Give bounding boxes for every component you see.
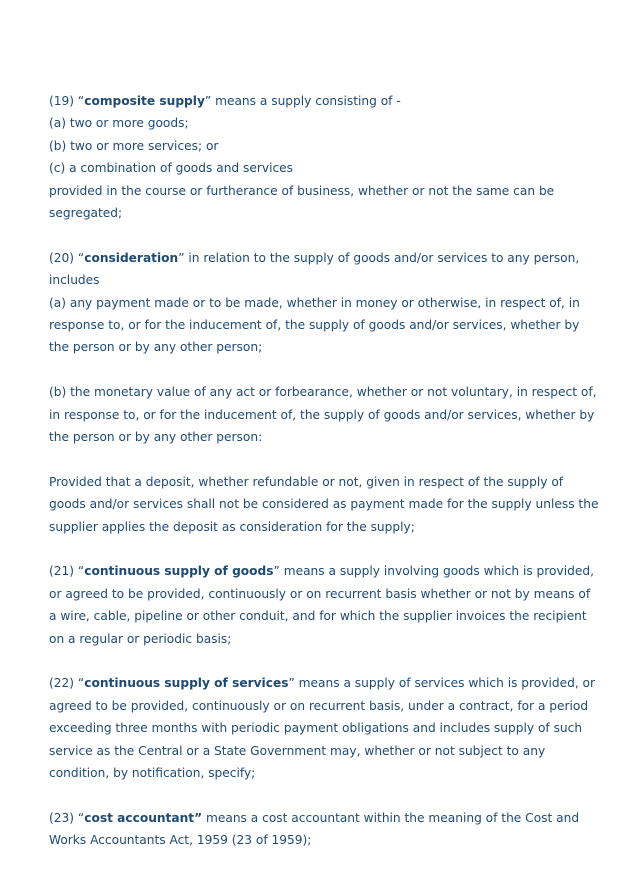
text-line: on a regular or periodic basis;	[49, 631, 232, 646]
open-quote: “	[77, 250, 85, 265]
text-line: provided in the course or furtherance of business, whether or not the same can be	[49, 183, 555, 198]
open-quote: “	[77, 564, 85, 579]
definition-text: means a cost accountant within the meaning of the Cost and	[202, 810, 580, 825]
definition-number: (22)	[49, 676, 78, 691]
defined-term: continuous supply of goods	[84, 564, 274, 579]
definition-21-heading	[49, 560, 597, 582]
definition-23	[49, 807, 597, 852]
clause-c: (c) a combination of goods and services	[49, 161, 294, 176]
text-line: Provided that a deposit, whether refundable or not, given in respect of the supply of	[49, 474, 564, 489]
text-line: agreed to be provided, continuously or on recurrent basis, under a contract, for a period	[49, 698, 589, 713]
text-line: includes	[49, 273, 100, 288]
defined-term: composite supply	[84, 94, 205, 108]
definition-text: ” means a supply involving goods which is provided,	[273, 564, 594, 579]
definition-20	[49, 247, 597, 359]
document-page	[49, 90, 597, 874]
open-quote: “	[77, 676, 85, 691]
text-line: segregated;	[49, 206, 123, 221]
text-line: goods and/or services shall not be considered as payment made for the supply unless the	[49, 497, 599, 512]
definition-number: (20)	[49, 250, 78, 265]
definition-number: (19)	[49, 94, 78, 108]
definition-19-heading	[49, 90, 597, 112]
text-line: response to, or for the inducement of, the supply of goods and/or services, whether by	[49, 318, 580, 333]
definition-number: (21)	[49, 564, 78, 579]
definition-22-heading	[49, 672, 597, 694]
text-line: the person or by any other person;	[49, 340, 263, 355]
clause-b: (b) two or more services; or	[49, 138, 219, 153]
definition-number: (23)	[49, 810, 78, 825]
definition-22	[49, 672, 597, 784]
definition-20-heading	[49, 247, 597, 269]
clause-a: (a) two or more goods;	[49, 116, 189, 131]
text-line: Works Accountants Act, 1959 (23 of 1959);	[49, 833, 312, 848]
definition-20-clause-b	[49, 381, 597, 448]
definition-text: ” in relation to the supply of goods and/or services to any person,	[178, 250, 580, 265]
proviso	[49, 471, 597, 538]
clause-a: (a) any payment made or to be made, whether in money or otherwise, in respect of, in	[49, 295, 580, 310]
open-quote: “	[77, 94, 85, 108]
definition-19	[49, 90, 597, 224]
text-line: the person or by any other person:	[49, 430, 263, 445]
text-line: a wire, cable, pipeline or other conduit, and for which the supplier invoices the recipient	[49, 609, 587, 624]
text-line: exceeding three months with periodic payment obligations and includes supply of such	[49, 721, 583, 736]
definition-text: ” means a supply of services which is provided, or	[288, 676, 596, 691]
text-line: or agreed to be provided, continuously or on recurrent basis whether or not by means of	[49, 586, 591, 601]
clause-b: (b) the monetary value of any act or forbearance, whether or not voluntary, in respect of,	[49, 385, 597, 400]
defined-term: consideration	[84, 250, 179, 265]
open-quote: “	[77, 810, 85, 825]
text-line: supplier applies the deposit as consideration for the supply;	[49, 519, 415, 534]
defined-term: cost accountant”	[84, 810, 203, 825]
text-line: condition, by notification, specify;	[49, 766, 256, 781]
text-line: service as the Central or a State Government may, whether or not subject to any	[49, 743, 546, 758]
definition-21	[49, 560, 597, 650]
defined-term: continuous supply of services	[84, 676, 289, 691]
text-line: in response to, or for the inducement of, the supply of goods and/or services, whether by	[49, 407, 595, 422]
definition-text: ” means a supply consisting of -	[204, 94, 401, 108]
